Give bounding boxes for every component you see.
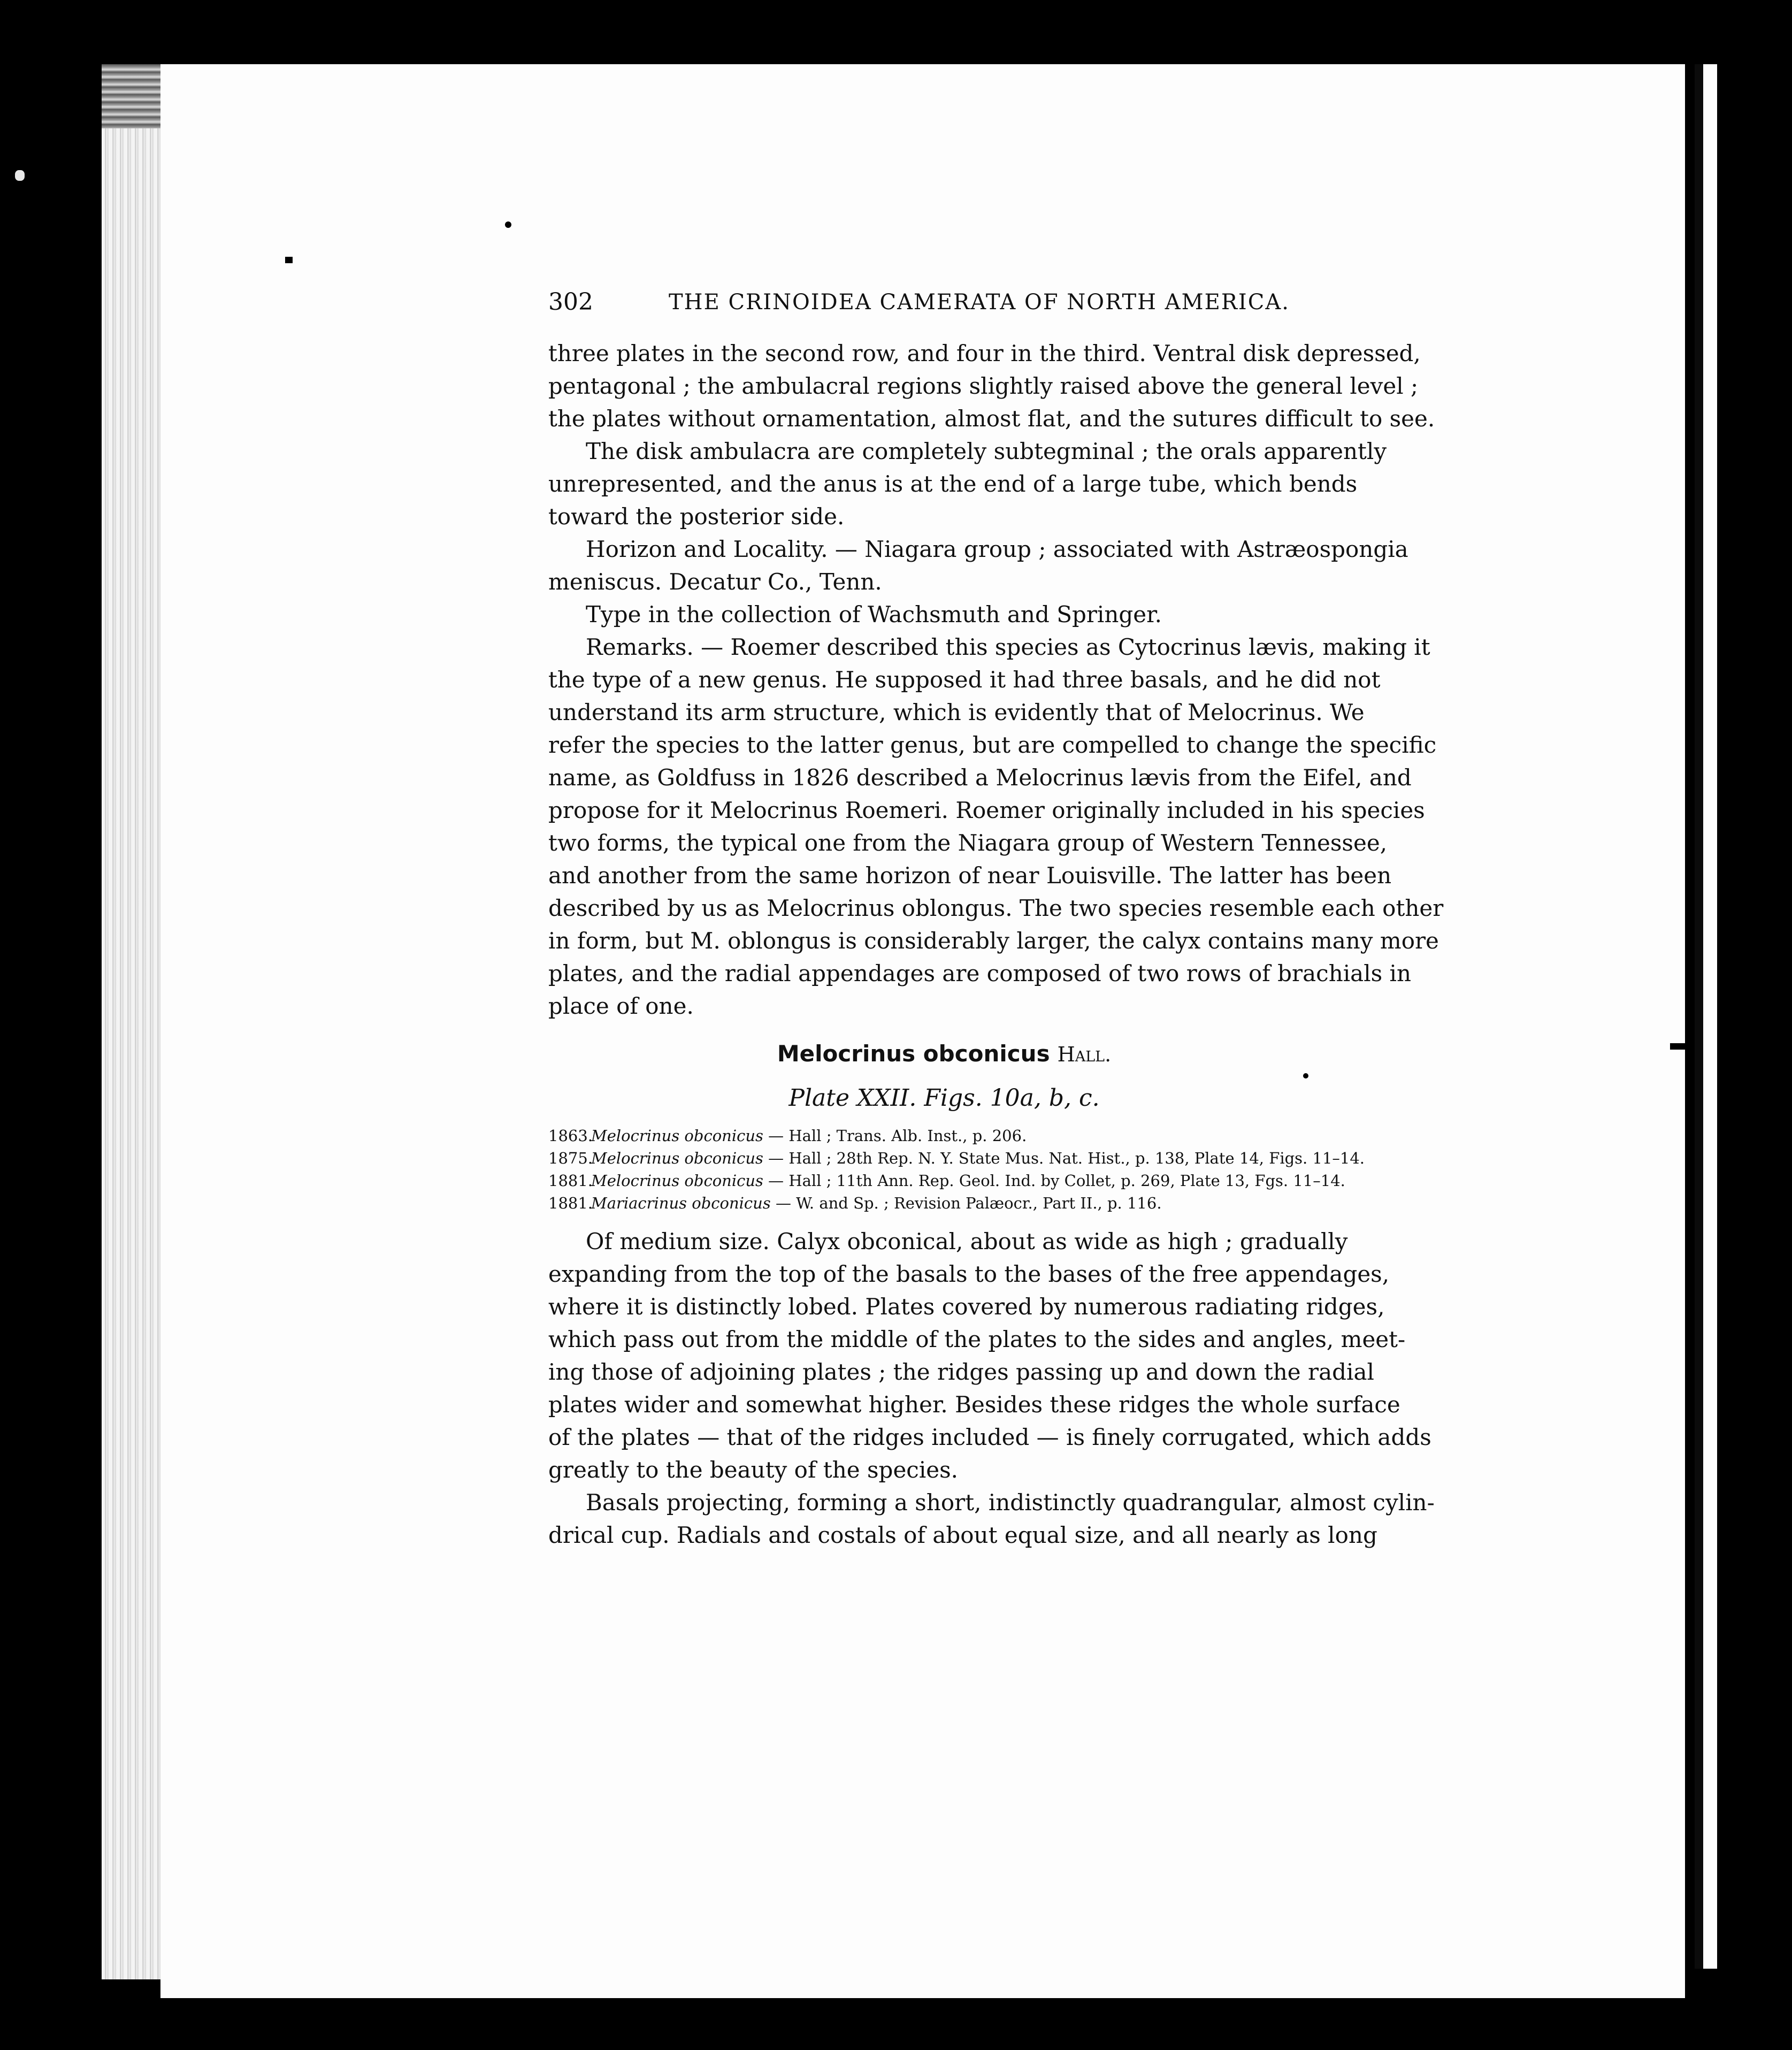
text-line: Remarks. — Roemer described this species as Cytocrinus lævis, making it bbox=[586, 634, 1430, 660]
text-line: of the plates — that of the ridges included — is finely corrugated, which adds bbox=[548, 1424, 1431, 1450]
species-heading bbox=[548, 1038, 1340, 1070]
text-line: meniscus. Decatur Co., Tenn. bbox=[548, 569, 882, 595]
text-line: which pass out from the middle of the plates to the sides and angles, meet- bbox=[548, 1326, 1406, 1352]
text-line: drical cup. Radials and costals of about equal size, and all nearly as long bbox=[548, 1522, 1377, 1548]
text-line: The disk ambulacra are completely subtegminal ; the orals apparently bbox=[586, 438, 1387, 464]
synonymy-entry bbox=[548, 1192, 1340, 1214]
synonymy-year: 1863. bbox=[548, 1127, 593, 1145]
text-line: two forms, the typical one from the Niagara group of Western Tennessee, bbox=[548, 830, 1388, 856]
text-line: Basals projecting, forming a short, indistinctly quadrangular, almost cylin- bbox=[586, 1489, 1435, 1516]
synonymy-entry bbox=[548, 1125, 1340, 1147]
text-line: understand its arm structure, which is evidently that of Melocrinus. We bbox=[548, 699, 1365, 725]
text-line: toward the posterior side. bbox=[548, 503, 845, 530]
synonymy-reference: — Hall ; 28th Rep. N. Y. State Mus. Nat. Hist., p. 138, Plate 14, Figs. 11–14. bbox=[763, 1149, 1365, 1167]
scan-speck bbox=[1303, 1073, 1308, 1078]
synonymy-entry bbox=[548, 1147, 1365, 1169]
synonymy-name: Melocrinus obconicus bbox=[591, 1172, 763, 1190]
synonymy-entry bbox=[548, 1169, 1345, 1192]
text-line: ing those of adjoining plates ; the ridges passing up and down the radial bbox=[548, 1359, 1374, 1385]
text-line: described by us as Melocrinus oblongus. The two species resemble each other bbox=[548, 895, 1444, 921]
text-line: unrepresented, and the anus is at the end of a large tube, which bends bbox=[548, 471, 1358, 497]
synonymy-name: Mariacrinus obconicus bbox=[591, 1194, 771, 1212]
synonymy-list bbox=[548, 1125, 1365, 1214]
synonymy-name: Melocrinus obconicus bbox=[591, 1149, 763, 1167]
text-line: and another from the same horizon of near Louisville. The latter has been bbox=[548, 862, 1392, 889]
text-line: plates wider and somewhat higher. Besides these ridges the whole surface bbox=[548, 1391, 1400, 1418]
scan-speck bbox=[1670, 1043, 1695, 1050]
text-line: Horizon and Locality. — Niagara group ; associated with Astræospongia bbox=[586, 536, 1408, 562]
text-line: refer the species to the latter genus, but are compelled to change the specific bbox=[548, 732, 1437, 758]
text-line: plates, and the radial appendages are composed of two rows of brachials in bbox=[548, 960, 1412, 986]
body-text-lower bbox=[548, 1225, 1435, 1551]
synonymy-name: Melocrinus obconicus bbox=[591, 1127, 763, 1145]
stacked-page-edges bbox=[102, 64, 166, 1979]
scan-speck bbox=[15, 170, 25, 181]
text-line: pentagonal ; the ambulacral regions slightly raised above the general level ; bbox=[548, 373, 1419, 399]
plate-reference: Plate XXII. Figs. 10a, b, c. bbox=[788, 1084, 1100, 1112]
synonymy-reference: — Hall ; Trans. Alb. Inst., p. 206. bbox=[763, 1127, 1027, 1145]
text-line: place of one. bbox=[548, 993, 694, 1019]
text-line: name, as Goldfuss in 1826 described a Melocrinus lævis from the Eifel, and bbox=[548, 764, 1412, 791]
body-text-upper bbox=[548, 337, 1444, 1022]
text-line: in form, but M. oblongus is considerably larger, the calyx contains many more bbox=[548, 928, 1439, 954]
text-line: Of medium size. Calyx obconical, about as wide as high ; gradually bbox=[586, 1228, 1348, 1255]
text-line: greatly to the beauty of the species. bbox=[548, 1457, 959, 1483]
text-line: the type of a new genus. He supposed it had three basals, and he did not bbox=[548, 667, 1381, 693]
page-number: 302 bbox=[548, 288, 593, 316]
text-line: where it is distinctly lobed. Plates covered by numerous radiating ridges, bbox=[548, 1294, 1385, 1320]
synonymy-year: 1881. bbox=[548, 1172, 593, 1190]
text-line: three plates in the second row, and four in the third. Ventral disk depressed, bbox=[548, 340, 1421, 366]
text-line: Type in the collection of Wachsmuth and Springer. bbox=[586, 601, 1162, 628]
synonymy-reference: — Hall ; 11th Ann. Rep. Geol. Ind. by Collet, p. 269, Plate 13, Fgs. 11–14. bbox=[763, 1172, 1345, 1190]
synonymy-year: 1875. bbox=[548, 1149, 593, 1167]
species-name: Melocrinus obconicus bbox=[777, 1041, 1050, 1067]
running-title: THE CRINOIDEA CAMERATA OF NORTH AMERICA. bbox=[669, 290, 1290, 315]
binding-shadow bbox=[1695, 64, 1703, 1969]
synonymy-reference: — W. and Sp. ; Revision Palæocr., Part II., p. 116. bbox=[770, 1194, 1162, 1212]
page-margin-strip bbox=[1703, 64, 1717, 1969]
synonymy-year: 1881. bbox=[548, 1194, 593, 1212]
text-line: expanding from the top of the basals to the bases of the free appendages, bbox=[548, 1261, 1390, 1287]
page-header bbox=[548, 286, 1340, 318]
text-line: propose for it Melocrinus Roemeri. Roemer originally included in his species bbox=[548, 797, 1425, 823]
scan-speck bbox=[505, 221, 511, 228]
species-author: Hall. bbox=[1057, 1043, 1112, 1066]
text-line: the plates without ornamentation, almost flat, and the sutures difficult to see. bbox=[548, 406, 1435, 432]
scan-speck bbox=[285, 257, 293, 263]
